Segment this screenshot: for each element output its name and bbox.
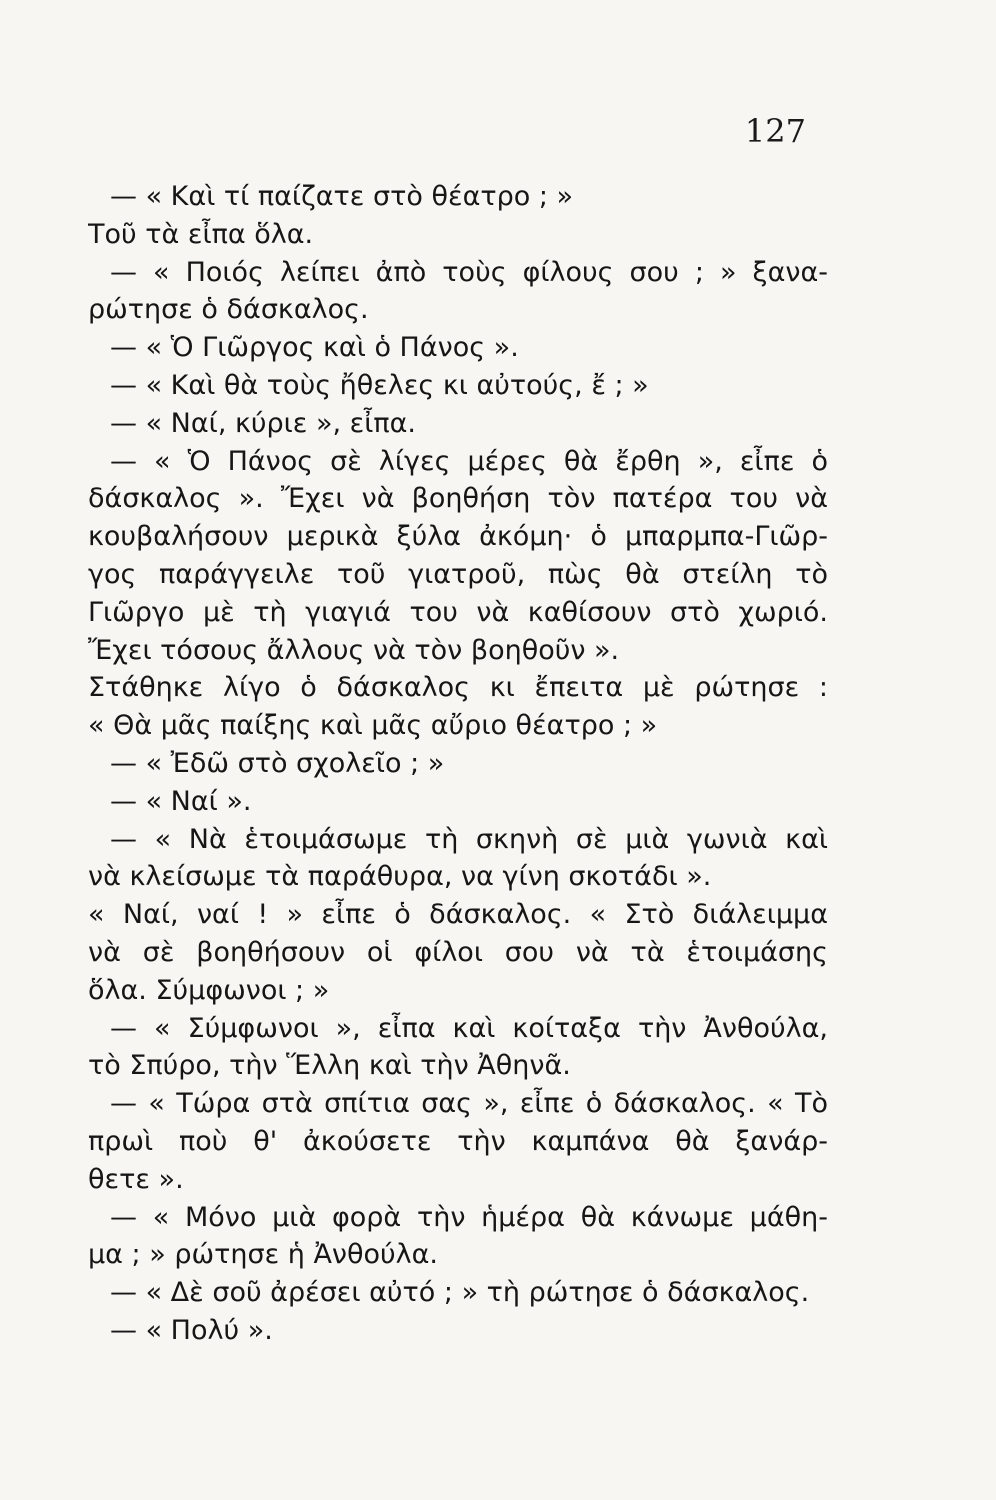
text-line: « Θὰ μᾶς παίξης καὶ μᾶς αὔριο θέατρο ; » [88, 710, 658, 742]
text-line: νὰ κλείσωμε τὰ παράθυρα, να γίνη σκοτάδι ». [88, 861, 712, 893]
text-line: — « Καὶ τί παίζατε στὸ θέατρο ; » [110, 181, 574, 212]
page-text [88, 178, 828, 1350]
text-line: ρώτησε ὁ δάσκαλος. [88, 294, 369, 326]
text-line: — « Ὁ Γιῶργος καὶ ὁ Πάνος ». [110, 332, 519, 364]
text-line: — « Νὰ ἑτοιμάσωμε τὴ σκηνὴ σὲ μιὰ γωνιὰ καὶ [110, 823, 828, 855]
text-line: « Ναί, ναί ! » εἶπε ὁ δάσκαλος. « Στὸ διάλειμμα [88, 899, 828, 931]
text-line: — « Δὲ σοῦ ἀρέσει αὐτό ; » τὴ ρώτησε ὁ δάσκαλος. [110, 1277, 810, 1309]
text-line: — « Ἐδῶ στὸ σχολεῖο ; » [110, 747, 445, 779]
text-line: — « Πολύ ». [110, 1314, 273, 1346]
text-line: — « Ποιός λείπει ἀπὸ τοὺς φίλους σου ; » ξανα- [110, 256, 828, 288]
text-line: μα ; » ρώτησε ἡ Ἀνθούλα. [88, 1239, 439, 1271]
text-line: Γιῶργο μὲ τὴ γιαγιά του νὰ καθίσουν στὸ χωριό. [88, 596, 828, 628]
text-line: θετε ». [88, 1163, 184, 1195]
text-line: δάσκαλος ». Ἔχει νὰ βοηθήση τὸν πατέρα του νὰ [88, 483, 828, 515]
text-line: — « Μόνο μιὰ φορὰ τὴν ἡμέρα θὰ κάνωμε μάθη- [110, 1201, 828, 1233]
text-line: — « Ναί, κύριε », εἶπα. [110, 407, 417, 439]
text-line: Στάθηκε λίγο ὁ δάσκαλος κι ἔπειτα μὲ ρώτησε : [88, 672, 828, 704]
text-line: — « Καὶ θὰ τοὺς ἤθελες κι αὐτούς, ἔ ; » [110, 369, 649, 401]
text-line: — « Τώρα στὰ σπίτια σας », εἶπε ὁ δάσκαλος. « Τὸ [110, 1088, 828, 1120]
text-line: Ἔχει τόσους ἄλλους νὰ τὸν βοηθοῦν ». [88, 634, 620, 666]
text-line: ὅλα. Σύμφωνοι ; » [88, 974, 330, 1006]
text-line: νὰ σὲ βοηθήσουν οἱ φίλοι σου νὰ τὰ ἑτοιμάσης [88, 936, 828, 968]
text-line: — « Σύμφωνοι », εἶπα καὶ κοίταξα τὴν Ἀνθούλα, [110, 1012, 828, 1044]
text-line: πρωὶ ποὺ θ' ἀκούσετε τὴν καμπάνα θὰ ξανάρ- [88, 1125, 828, 1157]
text-line: γος παράγγειλε τοῦ γιατροῦ, πὼς θὰ στείλη τὸ [88, 558, 828, 590]
page-number: 127 [744, 112, 806, 150]
text-line: — « Ναί ». [110, 785, 252, 817]
text-line: Τοῦ τὰ εἶπα ὅλα. [88, 218, 314, 250]
text-line: τὸ Σπύρο, τὴν Ἕλλη καὶ τὴν Ἀθηνᾶ. [88, 1050, 571, 1082]
text-line: — « Ὁ Πάνος σὲ λίγες μέρες θὰ ἔρθη », εἶπε ὁ [110, 445, 828, 477]
text-line: κουβαλήσουν μερικὰ ξύλα ἀκόμη· ὁ μπαρμπα-Γιῶρ- [88, 521, 828, 553]
